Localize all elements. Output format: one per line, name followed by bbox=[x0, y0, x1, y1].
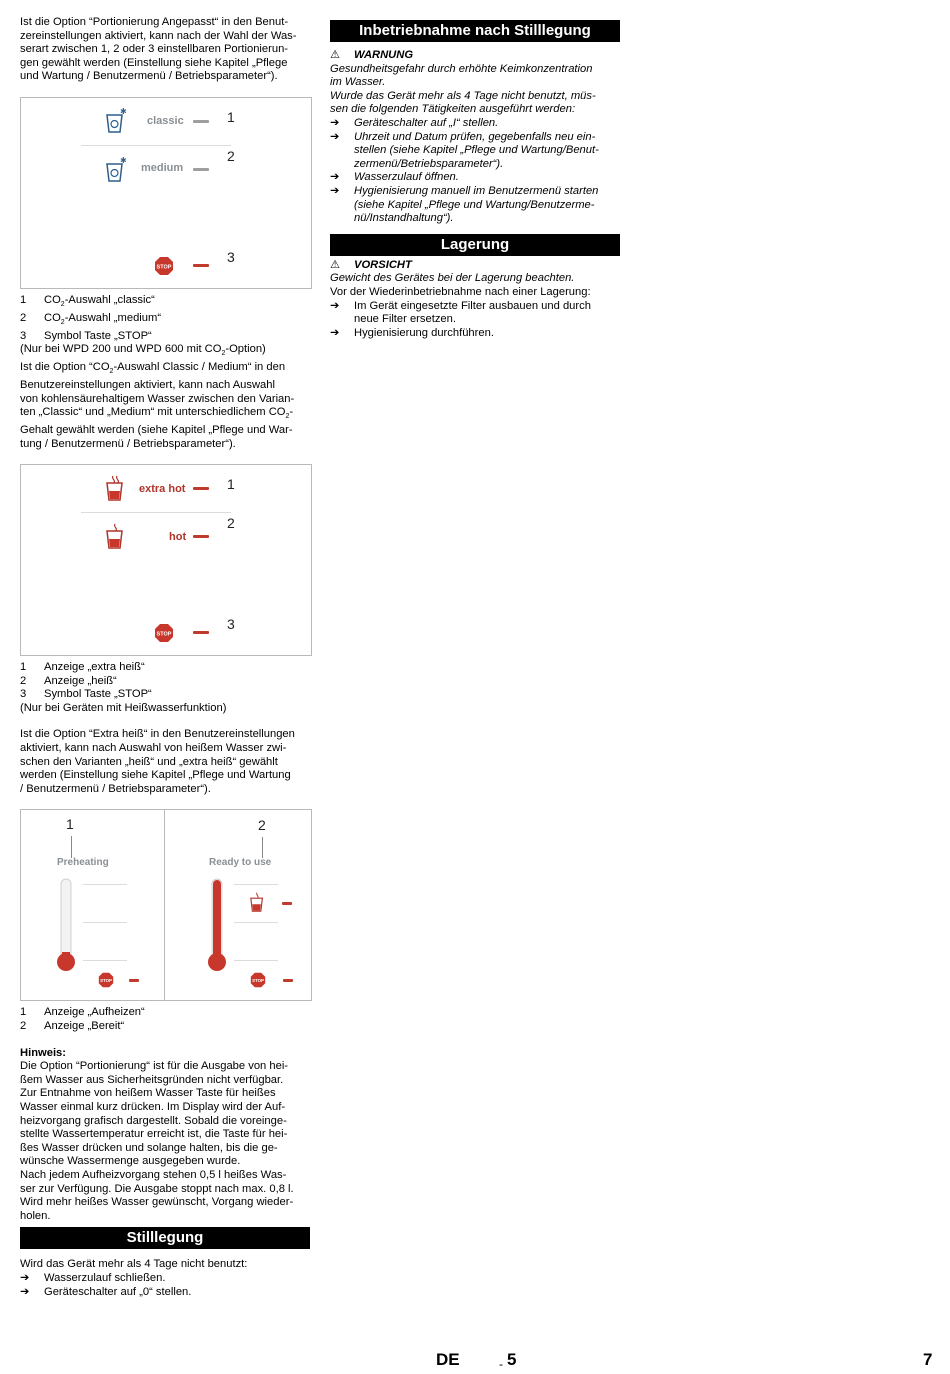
text-line: Wird mehr heißes Wasser gewünscht, Vorgang wieder- bbox=[20, 1196, 294, 1209]
callout-line bbox=[193, 535, 209, 538]
step-text: Hygienisierung durchführen. bbox=[354, 326, 494, 339]
text-line: heizvorgang grafisch dargestellt. Sobald die voreinge- bbox=[20, 1114, 287, 1127]
legend-item bbox=[20, 1006, 312, 1020]
intro-paragraph bbox=[20, 16, 312, 86]
step-text: Geräteschalter auf „0“ stellen. bbox=[44, 1285, 192, 1298]
text-span: Ist die Option “CO bbox=[20, 361, 110, 374]
text-line: stellte Wassertemperatur erreicht ist, die Taste für hei- bbox=[20, 1128, 288, 1141]
legend-text: CO bbox=[44, 294, 61, 306]
text-line: gen gewählt werden (Einstellung siehe Kapitel „Pflege bbox=[20, 56, 288, 69]
legend-text: Symbol Taste „STOP“ bbox=[44, 329, 152, 342]
arrow-icon: ➔ bbox=[330, 184, 340, 197]
note-text: (Nur bei WPD 200 und WPD 600 mit CO bbox=[20, 343, 222, 356]
step-text: neue Filter ersetzen. bbox=[354, 313, 456, 326]
legend-item bbox=[20, 330, 312, 344]
hinweis-title: Hinweis: bbox=[20, 1046, 67, 1059]
step-item bbox=[330, 171, 620, 185]
left-column bbox=[20, 16, 312, 1299]
label-extra-hot: extra hot bbox=[139, 483, 186, 496]
text-line: Ist die Option “Extra heiß“ in den Benutzereinstellungen bbox=[20, 728, 295, 741]
step-item bbox=[330, 131, 620, 172]
text-line: Vor der Wiederinbetriebnahme nach einer Lagerung: bbox=[330, 285, 591, 298]
warning-title bbox=[330, 49, 620, 63]
label-medium: medium bbox=[141, 162, 184, 174]
callout-line bbox=[193, 168, 209, 171]
step-text: Wasserzulauf schließen. bbox=[44, 1271, 166, 1284]
divider bbox=[234, 922, 278, 923]
arrow-icon: ➔ bbox=[330, 326, 340, 339]
divider bbox=[83, 922, 127, 923]
text-line: Wurde das Gerät mehr als 4 Tage nicht benutzt, müs- bbox=[330, 89, 596, 102]
legend-number: 3 bbox=[20, 688, 27, 701]
callout-number: 2 bbox=[227, 148, 235, 164]
step-item bbox=[330, 185, 620, 226]
callout-number: 2 bbox=[227, 515, 235, 532]
warning-triangle-icon: ⚠ bbox=[330, 49, 341, 61]
footer-page-total: 7 bbox=[923, 1350, 933, 1369]
text-line bbox=[20, 361, 312, 379]
callout-number: 1 bbox=[66, 816, 74, 833]
text-line: aktiviert, kann nach Auswahl von heißem Wasser zwi- bbox=[20, 742, 287, 755]
step-item bbox=[20, 1286, 312, 1300]
callout-number: 1 bbox=[227, 109, 235, 125]
warning-triangle-icon: ⚠ bbox=[330, 258, 341, 271]
note-line: (Nur bei Geräten mit Heißwasserfunktion) bbox=[20, 701, 227, 714]
hot-option-paragraph bbox=[20, 728, 312, 796]
arrow-icon: ➔ bbox=[330, 116, 340, 129]
legend-number: 2 bbox=[20, 311, 27, 324]
text-span: - bbox=[289, 406, 294, 419]
figure-co2-selection bbox=[20, 97, 312, 289]
subscript: 2 bbox=[221, 350, 226, 358]
divider bbox=[81, 145, 231, 146]
footer-page-local: 5 bbox=[507, 1350, 517, 1369]
stop-icon bbox=[154, 256, 174, 276]
callout-number: 2 bbox=[258, 817, 266, 834]
divider bbox=[83, 960, 127, 961]
legend-text: Anzeige „Aufheizen“ bbox=[44, 1006, 145, 1019]
callout-line bbox=[193, 120, 209, 123]
callout-number: 1 bbox=[227, 476, 235, 493]
label-classic: classic bbox=[147, 115, 184, 127]
hot-water-glass-icon bbox=[249, 892, 265, 912]
text-line: Benutzereinstellungen aktiviert, kann nach Auswahl bbox=[20, 378, 275, 391]
hinweis-block bbox=[20, 1047, 312, 1224]
legend-text: Anzeige „heiß“ bbox=[44, 674, 117, 687]
divider bbox=[234, 960, 278, 961]
text-line: serart zwischen 1, 2 oder 3 einstellbaren Portionierun- bbox=[20, 43, 289, 56]
note-line bbox=[20, 343, 312, 361]
text-line: Gehalt gewählt werden (siehe Kapitel „Pflege und War- bbox=[20, 423, 293, 436]
stop-icon bbox=[250, 972, 266, 988]
step-text: (siehe Kapitel „Pflege und Wartung/Benutzerme- bbox=[354, 198, 595, 211]
label-preheating: Preheating bbox=[57, 857, 109, 869]
caution-title bbox=[330, 259, 620, 273]
callout-leader bbox=[262, 837, 263, 858]
legend-number: 2 bbox=[20, 1020, 27, 1033]
arrow-icon: ➔ bbox=[330, 171, 340, 184]
stop-icon-text: STOP bbox=[156, 631, 172, 638]
legend-item bbox=[20, 688, 312, 702]
legend-number: 2 bbox=[20, 674, 27, 687]
text-line: Zur Entnahme von heißem Wasser Taste für heißes bbox=[20, 1087, 276, 1100]
svg-text:✱: ✱ bbox=[120, 156, 127, 165]
stop-icon bbox=[154, 623, 174, 643]
arrow-icon: ➔ bbox=[330, 299, 340, 312]
legend-item bbox=[20, 1020, 312, 1034]
caution-label: VORSICHT bbox=[354, 258, 412, 271]
text-line: Wird das Gerät mehr als 4 Tage nicht benutzt: bbox=[20, 1258, 248, 1271]
stop-icon-text: STOP bbox=[156, 264, 172, 271]
step-item bbox=[330, 117, 620, 131]
thermometer-preheating bbox=[55, 878, 77, 972]
co2-glass-icon bbox=[105, 107, 127, 133]
callout-line bbox=[283, 979, 293, 982]
legend-text: Anzeige „extra heiß“ bbox=[44, 661, 145, 674]
lagerung-block bbox=[330, 259, 620, 341]
hot-water-glass-icon bbox=[105, 475, 125, 501]
callout-number: 3 bbox=[227, 249, 235, 265]
step-text: zermenü/Betriebsparameter“). bbox=[354, 157, 504, 170]
step-text: Im Gerät eingesetzte Filter ausbauen und durch bbox=[354, 299, 591, 312]
legend-item bbox=[20, 312, 312, 330]
step-text: Uhrzeit und Datum prüfen, gegebenfalls neu ein- bbox=[354, 130, 596, 143]
legend-number: 1 bbox=[20, 294, 27, 306]
legend-number: 1 bbox=[20, 1006, 27, 1019]
arrow-icon: ➔ bbox=[330, 130, 340, 143]
panel-divider bbox=[164, 810, 165, 1000]
legend-item bbox=[20, 294, 312, 312]
text-line: tung / Benutzermenü / Betriebsparameter“). bbox=[20, 437, 236, 450]
divider bbox=[81, 512, 231, 513]
svg-text:✱: ✱ bbox=[120, 107, 127, 116]
text-line: schen den Varianten „heiß“ und „extra heiß“ gewählt bbox=[20, 755, 278, 768]
step-text: Geräteschalter auf „I“ stellen. bbox=[354, 116, 499, 129]
stop-icon bbox=[98, 972, 114, 988]
step-text: Hygienisierung manuell im Benutzermenü starten bbox=[354, 184, 599, 197]
divider bbox=[234, 884, 278, 885]
legend-figure-1 bbox=[20, 294, 312, 451]
divider bbox=[83, 884, 127, 885]
subscript: 2 bbox=[285, 413, 290, 421]
callout-leader bbox=[71, 836, 72, 858]
callout-line bbox=[129, 979, 139, 982]
callout-line bbox=[193, 487, 209, 490]
callout-number: 3 bbox=[227, 616, 235, 633]
legend-text: -Auswahl „medium“ bbox=[64, 311, 162, 324]
text-line: ser zur Verfügung. Die Ausgabe stoppt nach max. 0,8 l. bbox=[20, 1182, 294, 1195]
footer-page-dash: - bbox=[499, 1357, 503, 1371]
stop-icon-text: STOP bbox=[100, 978, 112, 984]
legend-text: CO bbox=[44, 311, 61, 324]
legend-item bbox=[20, 661, 312, 675]
text-line: Gesundheitsgefahr durch erhöhte Keimkonzentration bbox=[330, 62, 593, 75]
subscript: 2 bbox=[60, 301, 65, 309]
text-line: Ist die Option “Portionierung Angepasst“ in den Benut- bbox=[20, 16, 289, 28]
legend-figure-3 bbox=[20, 1006, 312, 1033]
section-title-stilllegung: Stilllegung bbox=[20, 1227, 310, 1249]
legend-text: Symbol Taste „STOP“ bbox=[44, 688, 152, 701]
step-text: stellen (siehe Kapitel „Pflege und Wartung/Benut- bbox=[354, 144, 599, 157]
text-line: Nach jedem Aufheizvorgang stehen 0,5 l heißes Was- bbox=[20, 1168, 287, 1181]
arrow-icon: ➔ bbox=[20, 1285, 30, 1298]
step-text: Wasserzulauf öffnen. bbox=[354, 171, 459, 184]
step-text: nü/Instandhaltung“). bbox=[354, 212, 454, 225]
warning-label: WARNUNG bbox=[354, 49, 414, 61]
text-line: ßes Wasser drücken und solange halten, bis die ge- bbox=[20, 1141, 278, 1154]
section-title-inbetriebnahme: Inbetriebnahme nach Stilllegung bbox=[330, 20, 620, 42]
text-line: wünsche Wassermenge ausgegeben wurde. bbox=[20, 1155, 241, 1168]
hot-water-glass-icon bbox=[105, 523, 125, 549]
legend-text: -Auswahl „classic“ bbox=[64, 294, 155, 306]
text-line bbox=[20, 406, 312, 424]
label-ready: Ready to use bbox=[209, 857, 272, 869]
text-line: holen. bbox=[20, 1209, 51, 1222]
step-item bbox=[20, 1272, 312, 1286]
step-item bbox=[330, 300, 620, 327]
stilllegung-block bbox=[20, 1258, 312, 1299]
arrow-icon: ➔ bbox=[20, 1271, 30, 1284]
text-line: im Wasser. bbox=[330, 76, 386, 89]
figure-heating-status bbox=[20, 809, 312, 1001]
text-line: sen die folgenden Tätigkeiten ausgeführt werden: bbox=[330, 103, 576, 116]
text-line: Wasser einmal kurz drücken. Im Display wird der Auf- bbox=[20, 1101, 286, 1114]
text-line: / Benutzermenü / Betriebsparameter“). bbox=[20, 782, 211, 795]
stop-icon-text: STOP bbox=[252, 978, 264, 984]
footer-language: DE bbox=[436, 1350, 460, 1369]
callout-line bbox=[193, 264, 209, 267]
text-line: ßem Wasser aus Sicherheitsgründen nicht verfügbar. bbox=[20, 1073, 284, 1086]
text-line: Die Option “Portionierung“ ist für die Ausgabe von hei- bbox=[20, 1060, 289, 1073]
callout-line bbox=[282, 902, 292, 905]
legend-item bbox=[20, 675, 312, 689]
subscript: 2 bbox=[109, 368, 114, 376]
text-line: zereinstellungen aktiviert, kann nach der Wahl der Was- bbox=[20, 29, 297, 42]
text-line: von kohlensäurehaltigem Wasser zwischen den Varian- bbox=[20, 392, 295, 405]
text-line: und Wartung / Benutzermenü / Betriebsparameter“). bbox=[20, 70, 278, 83]
right-column bbox=[330, 20, 620, 340]
label-hot: hot bbox=[169, 531, 187, 544]
step-item bbox=[330, 327, 620, 341]
warning-block bbox=[330, 49, 620, 226]
subscript: 2 bbox=[60, 319, 65, 327]
co2-glass-icon bbox=[105, 156, 127, 182]
legend-number: 3 bbox=[20, 329, 27, 342]
legend-text: Anzeige „Bereit“ bbox=[44, 1020, 125, 1033]
legend-figure-2 bbox=[20, 661, 312, 715]
figure-hot-water bbox=[20, 464, 312, 656]
text-span: -Auswahl Classic / Medium“ in den bbox=[113, 361, 286, 374]
thermometer-ready bbox=[206, 878, 228, 972]
text-line: Gewicht des Gerätes bei der Lagerung beachten. bbox=[330, 272, 575, 285]
callout-line bbox=[193, 631, 209, 634]
text-line: werden (Einstellung siehe Kapitel „Pflege und Wartung bbox=[20, 769, 291, 782]
note-text: -Option) bbox=[225, 343, 266, 356]
text-span: ten „Classic“ und „Medium“ mit unterschiedlichem CO bbox=[20, 406, 286, 419]
section-title-lagerung: Lagerung bbox=[330, 234, 620, 256]
legend-number: 1 bbox=[20, 661, 27, 674]
